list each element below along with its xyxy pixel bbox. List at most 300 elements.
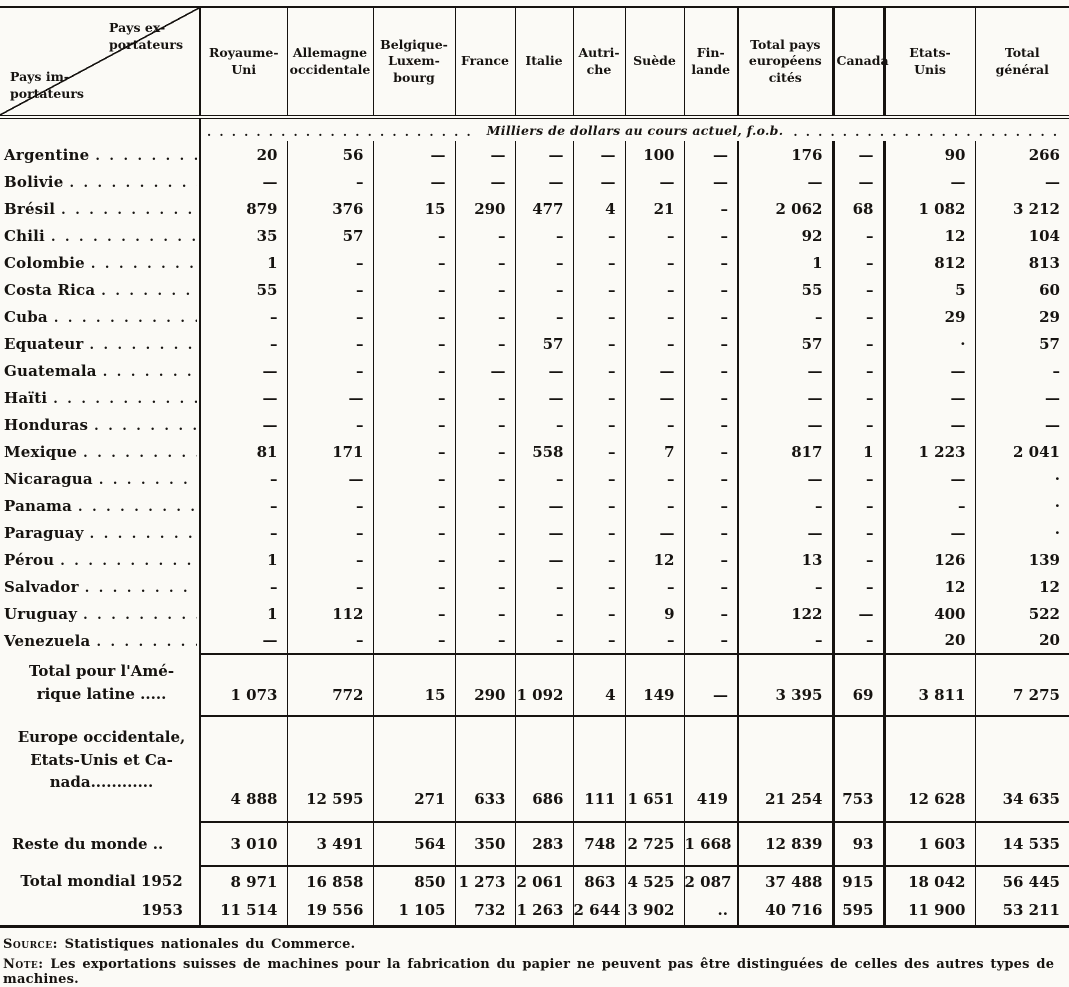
value-cell: –	[833, 384, 884, 411]
value-cell: 1	[200, 600, 287, 627]
value-cell: 283	[515, 822, 573, 866]
value-cell: 7	[625, 438, 684, 465]
column-header-canada: Canada	[833, 7, 884, 117]
value-cell: –	[373, 546, 455, 573]
value-cell: 122	[738, 600, 833, 627]
leader-dots	[83, 604, 197, 623]
value-cell: 1 073	[200, 654, 287, 716]
value-cell: –	[455, 627, 515, 654]
total-label: Total mondial 1952	[20, 871, 183, 890]
value-cell: –	[455, 411, 515, 438]
value-cell: —	[573, 141, 625, 168]
country-label-cell	[0, 276, 200, 303]
country-label-cell	[0, 438, 200, 465]
value-cell: —	[738, 384, 833, 411]
country-label: Paraguay	[4, 524, 84, 542]
value-cell: –	[573, 627, 625, 654]
value-cell: —	[200, 627, 287, 654]
value-cell: —	[515, 519, 573, 546]
row-salvador	[0, 573, 1069, 600]
value-cell: –	[455, 519, 515, 546]
country-label-cell	[0, 600, 200, 627]
value-cell: –	[833, 330, 884, 357]
country-label: Uruguay	[4, 605, 78, 623]
value-cell: –	[515, 222, 573, 249]
value-cell: 3 491	[287, 822, 373, 866]
value-cell: –	[515, 303, 573, 330]
value-cell: –	[684, 357, 738, 384]
country-label: Equateur	[4, 335, 84, 353]
value-cell: –	[684, 600, 738, 627]
value-cell: –	[455, 276, 515, 303]
value-cell: –	[884, 492, 975, 519]
value-cell: 3 395	[738, 654, 833, 716]
value-cell: –	[515, 411, 573, 438]
value-cell: 112	[287, 600, 373, 627]
value-cell: –	[200, 573, 287, 600]
leader-dots	[85, 577, 197, 596]
value-cell: –	[738, 627, 833, 654]
country-label: Pérou	[4, 551, 55, 569]
value-cell: 100	[625, 141, 684, 168]
country-label: Chili	[4, 227, 45, 245]
value-cell: –	[373, 519, 455, 546]
value-cell: 12	[975, 573, 1069, 600]
leader-dots	[94, 415, 197, 434]
value-cell: –	[455, 438, 515, 465]
value-cell: –	[373, 627, 455, 654]
leader-dots	[103, 361, 197, 380]
value-cell: –	[625, 627, 684, 654]
value-cell: 57	[515, 330, 573, 357]
value-cell: –	[573, 573, 625, 600]
value-cell: —	[455, 168, 515, 195]
value-cell: –	[200, 465, 287, 492]
value-cell: 558	[515, 438, 573, 465]
value-cell: 55	[200, 276, 287, 303]
value-cell: 176	[738, 141, 833, 168]
total-label: Total pour l'Amé- rique latine .....	[28, 662, 175, 703]
importers-axis-label: Pays im- portateurs	[10, 69, 84, 102]
row-chili	[0, 222, 1069, 249]
value-cell: –	[287, 357, 373, 384]
value-cell: –	[200, 519, 287, 546]
country-label: Colombie	[4, 254, 85, 272]
value-cell: 8 971	[200, 866, 287, 896]
value-cell: –	[573, 600, 625, 627]
value-cell: 376	[287, 195, 373, 222]
value-cell: –	[515, 600, 573, 627]
value-cell: 817	[738, 438, 833, 465]
trade-table	[0, 6, 1069, 928]
value-cell: –	[373, 465, 455, 492]
value-cell: 21 254	[738, 716, 833, 822]
value-cell: 93	[833, 822, 884, 866]
leader-dots	[89, 334, 197, 353]
value-cell: –	[287, 627, 373, 654]
column-header-total-pays-europeens-cites: Total pays européens cités	[738, 7, 833, 117]
value-cell: 57	[738, 330, 833, 357]
country-label: Guatemala	[4, 362, 97, 380]
value-cell: –	[455, 330, 515, 357]
column-header-royaume-uni: Royaume- Uni	[200, 7, 287, 117]
value-cell: 12	[884, 573, 975, 600]
value-cell: –	[573, 384, 625, 411]
value-cell: 1 603	[884, 822, 975, 866]
value-cell: –	[373, 357, 455, 384]
country-label-cell	[0, 195, 200, 222]
total-label: Reste du monde ..	[12, 834, 164, 853]
value-cell: ·	[975, 519, 1069, 546]
value-cell: –	[833, 303, 884, 330]
country-label-cell	[0, 222, 200, 249]
value-cell: –	[515, 573, 573, 600]
value-cell: 35	[200, 222, 287, 249]
leader-dots	[90, 523, 197, 542]
row-colombie	[0, 249, 1069, 276]
value-cell: 266	[975, 141, 1069, 168]
value-cell: –	[684, 222, 738, 249]
value-cell: 850	[373, 866, 455, 896]
value-cell: 12 628	[884, 716, 975, 822]
value-cell: 290	[455, 654, 515, 716]
value-cell: –	[625, 222, 684, 249]
value-cell: –	[287, 519, 373, 546]
value-cell: –	[573, 438, 625, 465]
column-header-italie: Italie	[515, 7, 573, 117]
value-cell: –	[833, 411, 884, 438]
value-cell: —	[373, 168, 455, 195]
value-cell: 686	[515, 716, 573, 822]
exporters-axis-label: Pays ex- portateurs	[109, 20, 183, 52]
value-cell: 29	[975, 303, 1069, 330]
value-cell: 400	[884, 600, 975, 627]
value-cell: 34 635	[975, 716, 1069, 822]
value-cell: 522	[975, 600, 1069, 627]
row-panama	[0, 492, 1069, 519]
value-cell: 12	[625, 546, 684, 573]
value-cell: 1	[200, 249, 287, 276]
value-cell: 812	[884, 249, 975, 276]
value-cell: 90	[884, 141, 975, 168]
value-cell: 12 595	[287, 716, 373, 822]
value-cell: 53 211	[975, 896, 1069, 926]
country-label-cell	[0, 465, 200, 492]
value-cell: –	[573, 546, 625, 573]
value-cell: –	[684, 384, 738, 411]
value-cell: –	[573, 519, 625, 546]
value-cell: –	[625, 276, 684, 303]
row-nicaragua	[0, 465, 1069, 492]
column-header-etats-unis: Etats- Unis	[884, 7, 975, 117]
value-cell: —	[200, 384, 287, 411]
row-argentine	[0, 141, 1069, 168]
value-cell: 9	[625, 600, 684, 627]
value-cell: –	[373, 573, 455, 600]
value-cell: –	[373, 330, 455, 357]
leader-dots	[101, 280, 197, 299]
value-cell: 1	[833, 438, 884, 465]
leader-dots	[95, 145, 197, 164]
value-cell: —	[625, 357, 684, 384]
value-cell: —	[200, 357, 287, 384]
row-reste-du-monde	[0, 822, 1069, 866]
value-cell: 14 535	[975, 822, 1069, 866]
value-cell: 350	[455, 822, 515, 866]
value-cell: –	[515, 465, 573, 492]
column-header-suede: Suède	[625, 7, 684, 117]
total-label: 1953	[141, 901, 183, 919]
leader-dots	[60, 550, 197, 569]
leader-dots	[793, 121, 1063, 140]
value-cell: –	[833, 627, 884, 654]
row-uruguay	[0, 600, 1069, 627]
value-cell: –	[573, 330, 625, 357]
value-cell: —	[515, 546, 573, 573]
country-label-cell	[0, 141, 200, 168]
value-cell: –	[625, 330, 684, 357]
value-cell: –	[455, 600, 515, 627]
value-cell: —	[200, 168, 287, 195]
value-cell: ..	[684, 896, 738, 926]
value-cell: —	[738, 411, 833, 438]
column-header-total-general: Total général	[975, 7, 1069, 117]
country-label-cell	[0, 357, 200, 384]
value-cell: —	[373, 141, 455, 168]
value-cell: 3 212	[975, 195, 1069, 222]
value-cell: –	[684, 573, 738, 600]
value-cell: 13	[738, 546, 833, 573]
country-label-cell	[0, 168, 200, 195]
value-cell: –	[833, 249, 884, 276]
value-cell: ·	[975, 465, 1069, 492]
leader-dots	[53, 388, 197, 407]
row-paraguay	[0, 519, 1069, 546]
country-label: Argentine	[4, 146, 90, 164]
value-cell: 4	[573, 654, 625, 716]
row-costa-rica	[0, 276, 1069, 303]
value-cell: –	[455, 222, 515, 249]
value-cell: –	[515, 627, 573, 654]
country-label: Haïti	[4, 389, 48, 407]
value-cell: —	[200, 411, 287, 438]
value-cell: 20	[884, 627, 975, 654]
value-cell: –	[738, 492, 833, 519]
value-cell: —	[975, 168, 1069, 195]
value-cell: –	[684, 276, 738, 303]
value-cell: 477	[515, 195, 573, 222]
value-cell: —	[455, 357, 515, 384]
value-cell: –	[455, 546, 515, 573]
value-cell: 40 716	[738, 896, 833, 926]
row-europe-occidentale-etats-unis-canada	[0, 716, 1069, 822]
value-cell: —	[515, 168, 573, 195]
leader-dots	[83, 442, 197, 461]
value-cell: –	[573, 249, 625, 276]
value-cell: 69	[833, 654, 884, 716]
value-cell: –	[684, 519, 738, 546]
value-cell: —	[515, 357, 573, 384]
value-cell: 139	[975, 546, 1069, 573]
leader-dots	[51, 226, 197, 245]
value-cell: –	[287, 330, 373, 357]
source-text: Statistiques nationales du Commerce.	[57, 936, 356, 952]
note-label: Note:	[3, 956, 44, 972]
value-cell: —	[738, 519, 833, 546]
row-equateur	[0, 330, 1069, 357]
country-label: Honduras	[4, 416, 89, 434]
country-label-cell	[0, 627, 200, 654]
value-cell: –	[833, 573, 884, 600]
value-cell: –	[200, 492, 287, 519]
value-cell: —	[884, 519, 975, 546]
value-cell: –	[373, 384, 455, 411]
footnotes	[0, 937, 1069, 987]
value-cell: 1	[738, 249, 833, 276]
value-cell: 4 888	[200, 716, 287, 822]
value-cell: 1 223	[884, 438, 975, 465]
leader-dots	[91, 253, 197, 272]
value-cell: 12 839	[738, 822, 833, 866]
value-cell: 111	[573, 716, 625, 822]
value-cell: 19 556	[287, 896, 373, 926]
value-cell: —	[455, 141, 515, 168]
country-label: Panama	[4, 497, 73, 515]
value-cell: –	[625, 492, 684, 519]
value-cell: –	[625, 573, 684, 600]
value-cell: 753	[833, 716, 884, 822]
value-cell: —	[287, 465, 373, 492]
value-cell: –	[975, 357, 1069, 384]
country-label: Bolivie	[4, 173, 64, 191]
value-cell: 633	[455, 716, 515, 822]
value-cell: –	[625, 303, 684, 330]
unit-note-text: Milliers de dollars au cours actuel, f.o.b.	[486, 122, 784, 138]
row-perou	[0, 546, 1069, 573]
value-cell: 15	[373, 654, 455, 716]
value-cell: 4 525	[625, 866, 684, 896]
value-cell: 2 062	[738, 195, 833, 222]
row-total-mondial-1953	[0, 896, 1069, 926]
value-cell: —	[625, 168, 684, 195]
value-cell: –	[515, 276, 573, 303]
value-cell: —	[738, 168, 833, 195]
value-cell: 732	[455, 896, 515, 926]
value-cell: —	[287, 384, 373, 411]
value-cell: 1 263	[515, 896, 573, 926]
value-cell: 1 273	[455, 866, 515, 896]
value-cell: 290	[455, 195, 515, 222]
value-cell: –	[684, 438, 738, 465]
value-cell: 271	[373, 716, 455, 822]
country-label-cell	[0, 249, 200, 276]
value-cell: —	[515, 141, 573, 168]
value-cell: –	[573, 222, 625, 249]
value-cell: –	[287, 546, 373, 573]
value-cell: –	[287, 249, 373, 276]
leader-dots	[69, 172, 197, 191]
value-cell: —	[625, 384, 684, 411]
value-cell: –	[287, 276, 373, 303]
country-label-cell	[0, 492, 200, 519]
value-cell: 1 668	[684, 822, 738, 866]
value-cell: –	[573, 411, 625, 438]
value-cell: 60	[975, 276, 1069, 303]
value-cell: –	[738, 303, 833, 330]
value-cell: –	[684, 330, 738, 357]
value-cell: —	[738, 465, 833, 492]
leader-dots	[207, 121, 477, 140]
value-cell: 3 811	[884, 654, 975, 716]
value-cell: –	[287, 303, 373, 330]
value-cell: –	[455, 249, 515, 276]
value-cell: 126	[884, 546, 975, 573]
value-cell: 149	[625, 654, 684, 716]
unit-note-row	[0, 117, 1069, 141]
value-cell: 104	[975, 222, 1069, 249]
country-label-cell	[0, 411, 200, 438]
value-cell: 11 514	[200, 896, 287, 926]
value-cell: –	[287, 168, 373, 195]
value-cell: –	[833, 465, 884, 492]
value-cell: 863	[573, 866, 625, 896]
value-cell: 2 644	[573, 896, 625, 926]
value-cell: 18 042	[884, 866, 975, 896]
value-cell: 1 651	[625, 716, 684, 822]
value-cell: 21	[625, 195, 684, 222]
row-total-mondial-1952	[0, 866, 1069, 896]
value-cell: ·	[975, 492, 1069, 519]
country-label: Cuba	[4, 308, 48, 326]
value-cell: 3 010	[200, 822, 287, 866]
leader-dots	[61, 199, 197, 218]
country-label: Salvador	[4, 578, 79, 596]
row-venezuela	[0, 627, 1069, 654]
column-header-finlande: Fin- lande	[684, 7, 738, 117]
value-cell: 20	[200, 141, 287, 168]
country-label-cell	[0, 573, 200, 600]
value-cell: –	[373, 276, 455, 303]
value-cell: –	[625, 249, 684, 276]
corner-cell	[0, 7, 200, 117]
value-cell: 68	[833, 195, 884, 222]
value-cell: —	[515, 492, 573, 519]
country-label-cell	[0, 519, 200, 546]
country-label: Costa Rica	[4, 281, 96, 299]
column-header-belgique-luxembourg: Belgique- Luxem- bourg	[373, 7, 455, 117]
value-cell: —	[573, 168, 625, 195]
value-cell: 1	[200, 546, 287, 573]
country-label-cell	[0, 546, 200, 573]
value-cell: 879	[200, 195, 287, 222]
source-note	[3, 937, 1066, 952]
column-header-france: France	[455, 7, 515, 117]
value-cell: –	[738, 573, 833, 600]
value-cell: –	[573, 465, 625, 492]
value-cell: —	[884, 168, 975, 195]
value-cell: —	[884, 357, 975, 384]
value-cell: —	[833, 600, 884, 627]
country-label-cell	[0, 384, 200, 411]
value-cell: 171	[287, 438, 373, 465]
value-cell: –	[455, 573, 515, 600]
value-cell: –	[200, 303, 287, 330]
column-header-allemagne-occidentale: Allemagne occidentale	[287, 7, 373, 117]
value-cell: 92	[738, 222, 833, 249]
value-cell: 55	[738, 276, 833, 303]
value-cell: –	[373, 492, 455, 519]
value-cell: –	[684, 492, 738, 519]
